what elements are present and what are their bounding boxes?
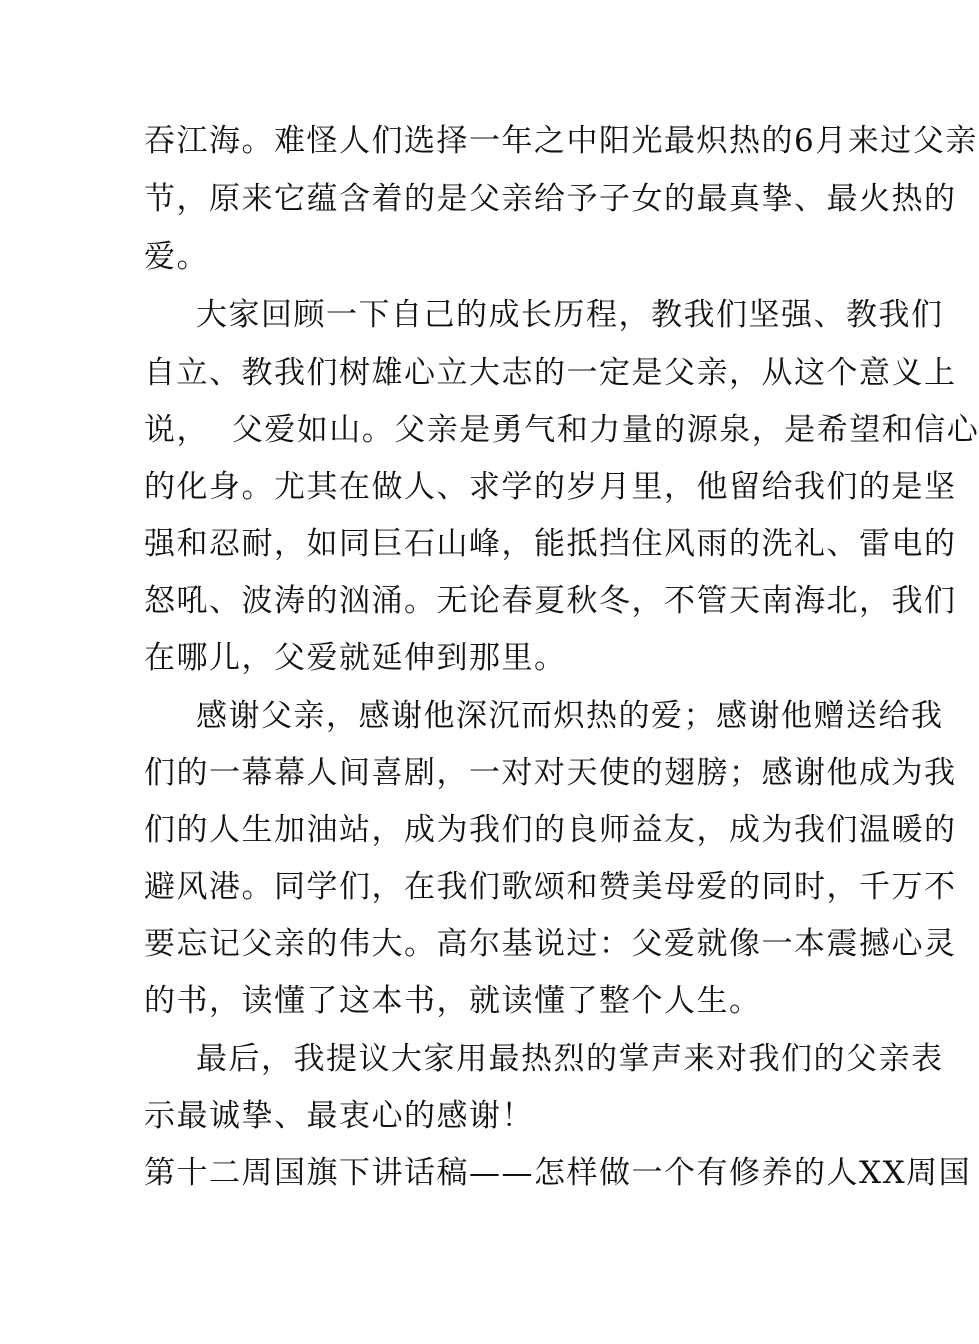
paragraph-2-line-1: 大家回顾一下自己的成长历程，教我们坚强、教我们 bbox=[196, 297, 944, 333]
paragraph-3-line-6: 的书，读懂了这本书，就读懂了整个人生。 bbox=[144, 983, 762, 1019]
paragraph-2-line-4: 的化身。尤其在做人、求学的岁月里，他留给我们的是坚 bbox=[144, 469, 957, 505]
paragraph-3-line-4: 避风港。同学们，在我们歌颂和赞美母爱的同时，千万不 bbox=[144, 869, 957, 905]
paragraph-1-line-1: 吞江海。难怪人们选择一年之中阳光最炽热的6月来过父亲 bbox=[144, 123, 978, 159]
paragraph-2-line-3: 说， 父爱如山。父亲是勇气和力量的源泉，是希望和信心 bbox=[144, 412, 979, 448]
paragraph-1-line-2: 节，原来它蕴含着的是父亲给予子女的最真挚、最火热的 bbox=[144, 181, 957, 217]
paragraph-2-line-6: 怒吼、波涛的汹涌。无论春夏秋冬，不管天南海北，我们 bbox=[144, 583, 957, 619]
paragraph-4-line-1: 最后，我提议大家用最热烈的掌声来对我们的父亲表 bbox=[196, 1041, 944, 1077]
paragraph-3-line-2: 们的一幕幕人间喜剧，一对对天使的翅膀；感谢他成为我 bbox=[144, 755, 957, 791]
paragraph-1-line-3: 爱。 bbox=[144, 239, 209, 275]
next-speech-heading: 第十二周国旗下讲话稿——怎样做一个有修养的人XX周国 bbox=[144, 1155, 972, 1191]
paragraph-3-line-5: 要忘记父亲的伟大。高尔基说过：父爱就像一本震撼心灵 bbox=[144, 926, 957, 962]
paragraph-4-line-2: 示最诚挚、最衷心的感谢！ bbox=[144, 1098, 534, 1134]
paragraph-2-line-5: 强和忍耐，如同巨石山峰，能抵挡住风雨的洗礼、雷电的 bbox=[144, 526, 957, 562]
paragraph-3-line-1: 感谢父亲，感谢他深沉而炽热的爱；感谢他赠送给我 bbox=[196, 698, 944, 734]
paragraph-2-line-7: 在哪儿，父爱就延伸到那里。 bbox=[144, 640, 567, 676]
paragraph-3-line-3: 们的人生加油站，成为我们的良师益友，成为我们温暖的 bbox=[144, 812, 957, 848]
paragraph-2-line-2: 自立、教我们树雄心立大志的一定是父亲，从这个意义上 bbox=[144, 355, 957, 391]
